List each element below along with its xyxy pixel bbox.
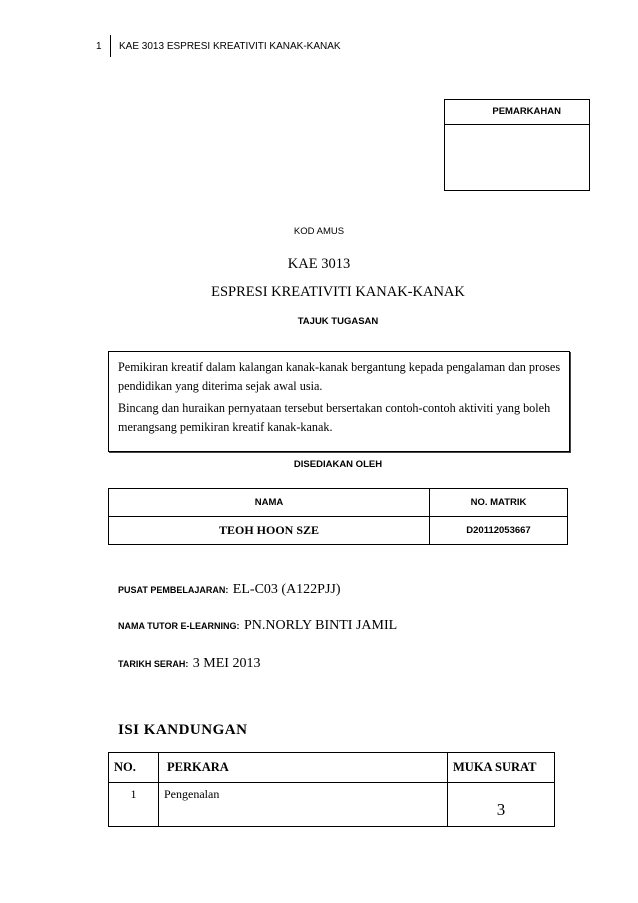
submission-date-row (118, 654, 260, 672)
topic-paragraph: Bincang dan huraikan pernyataan tersebut bersertakan contoh-contoh aktiviti yang boleh merangsang pemikiran kreatif kanak-kanak. (118, 401, 551, 434)
tutor-row (118, 616, 397, 634)
toc-row-perkara: Pengenalan (159, 783, 448, 827)
marks-label: PEMARKAHAN (445, 100, 589, 125)
toc-header-perkara: PERKARA (159, 753, 448, 783)
course-name: ESPRESI KREATIVITI KANAK-KANAK (211, 284, 465, 300)
course-code-label: KOD AMUS (293, 226, 345, 237)
header-title: KAE 3013 ESPRESI KREATIVITI KANAK-KANAK (119, 41, 341, 52)
col-header-name: NAMA (109, 489, 430, 517)
toc-title: ISI KANDUNGAN (118, 722, 248, 738)
student-table (108, 488, 568, 545)
learning-centre-row (118, 580, 341, 598)
topic-paragraph: Pemikiran kreatif dalam kalangan kanak-kanak bergantung kepada pengalaman dan proses pendidikan yang diterima sejak awal usia. (118, 360, 561, 393)
learning-centre-label: PUSAT PEMBELAJARAN: (118, 585, 229, 595)
table-row (109, 517, 568, 545)
student-name: TEOH HOON SZE (109, 517, 430, 545)
prepared-by-label: DISEDIAKAN OLEH (293, 459, 383, 470)
assignment-title-label: TAJUK TUGASAN (297, 316, 379, 327)
learning-centre-value: EL-C03 (A122PJJ) (232, 582, 341, 597)
marks-box (444, 99, 590, 191)
toc-row-page: 3 (448, 783, 555, 827)
page-number: 1 (96, 41, 102, 52)
toc-header-no: NO. (109, 753, 159, 783)
student-matrik: D20112053667 (430, 517, 568, 545)
table-row (109, 783, 555, 827)
col-header-matrik: NO. MATRIK (430, 489, 568, 517)
toc-header-page: MUKA SURAT (448, 753, 555, 783)
toc-row-no: 1 (109, 783, 159, 827)
header-divider (110, 35, 111, 57)
submission-date-value: 3 MEI 2013 (192, 656, 261, 671)
submission-date-label: TARIKH SERAH: (118, 659, 189, 669)
course-code: KAE 3013 (287, 256, 351, 272)
tutor-label: NAMA TUTOR E-LEARNING: (118, 621, 240, 631)
tutor-value: PN.NORLY BINTI JAMIL (243, 618, 398, 633)
assignment-topic-box (108, 351, 570, 452)
table-header-row (109, 489, 568, 517)
toc-table (108, 752, 555, 827)
toc-header-row (109, 753, 555, 783)
